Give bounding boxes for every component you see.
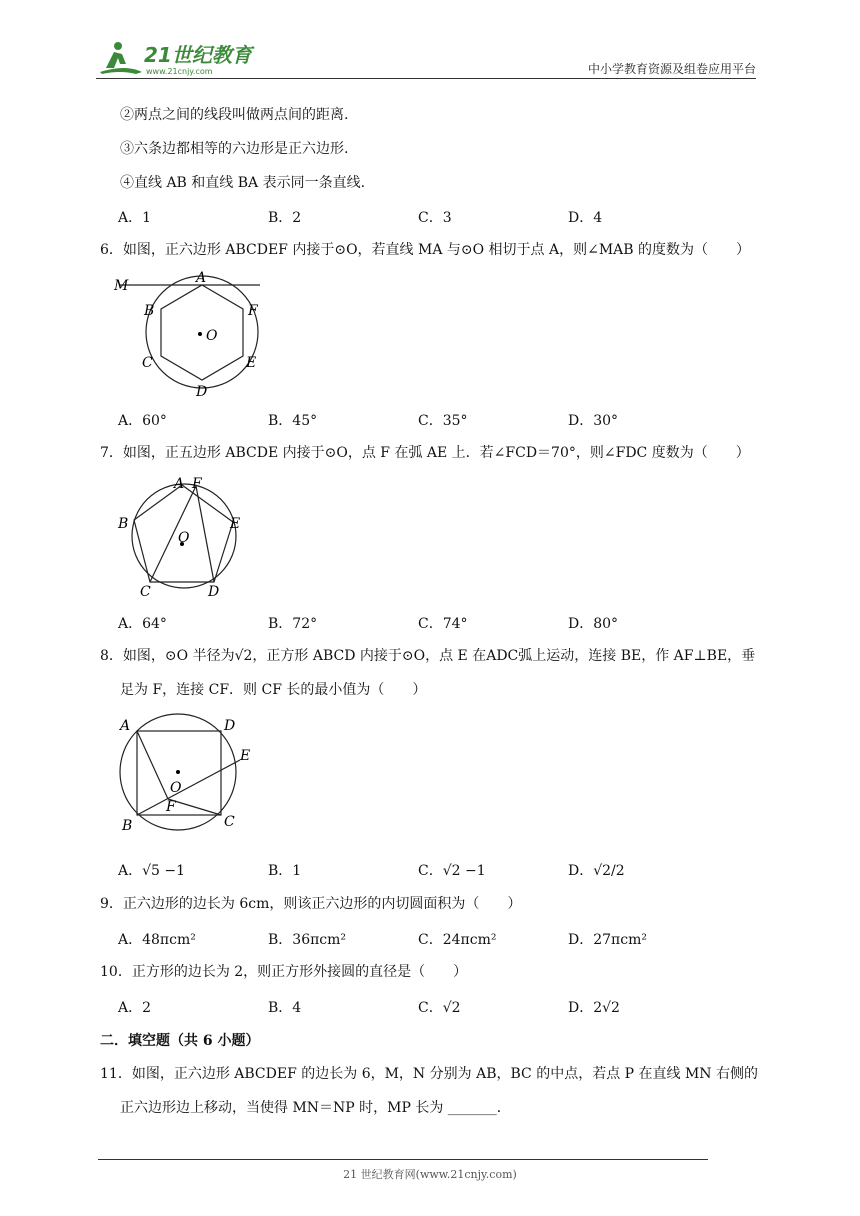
q7-options xyxy=(118,613,718,633)
q10-text: 10．正方形的边长为 2，则正方形外接圆的直径是（ ） xyxy=(100,964,468,980)
q6-label-e: E xyxy=(246,355,257,371)
q8-option-b[interactable]: B．1 xyxy=(268,863,302,879)
q9-option-b[interactable]: B．36πcm² xyxy=(268,932,347,948)
logo-text: 21世纪教育 xyxy=(144,43,252,67)
q5-option-b[interactable]: B．2 xyxy=(268,210,302,226)
q7-label-d: D xyxy=(208,584,220,600)
q7-figure xyxy=(112,472,252,602)
q7-segment-fd xyxy=(196,486,214,582)
q5-option-c[interactable]: C．3 xyxy=(418,210,452,226)
q7-option-b[interactable]: B．72° xyxy=(268,616,318,632)
q7-option-c[interactable]: C．74° xyxy=(418,616,468,632)
footer-text: 21 世纪教育网(www.21cnjy.com) xyxy=(343,1168,517,1181)
q7-label-e: E xyxy=(230,516,241,532)
q6-hexagon xyxy=(161,285,243,380)
q7-option-a[interactable]: A．64° xyxy=(118,616,167,632)
q6-label-c: C xyxy=(142,355,153,371)
q6-label-o: O xyxy=(206,328,218,344)
q7-label-c: C xyxy=(140,584,151,600)
q10-options xyxy=(118,997,718,1017)
q8-text-line1: 8．如图，⊙O 半径为√2，正方形 ABCD 内接于⊙O，点 E 在ADC弧上运动，连接 BE，作 AF⊥BE，垂 xyxy=(100,648,756,664)
q5-options xyxy=(118,207,718,227)
q6-option-a[interactable]: A．60° xyxy=(118,413,167,429)
q6-option-c[interactable]: C．35° xyxy=(418,413,468,429)
q10-option-d[interactable]: D．2√2 xyxy=(568,1000,620,1016)
q7-label-f: F xyxy=(192,476,202,492)
q8-option-d[interactable]: D．√2/2 xyxy=(568,863,625,879)
q7-text: 7．如图，正五边形 ABCDE 内接于⊙O，点 F 在弧 AE 上．若∠FCD＝70°，则∠FDC 度数为（ ） xyxy=(100,445,750,461)
q8-label-b: B xyxy=(122,818,133,834)
q8-label-c: C xyxy=(224,814,235,830)
q8-text-line2: 足为 F，连接 CF．则 CF 长的最小值为（ ） xyxy=(120,682,427,698)
q8-label-d: D xyxy=(224,718,236,734)
q8-label-f: F xyxy=(166,799,176,815)
q8-label-e: E xyxy=(240,748,251,764)
q6-figure xyxy=(110,266,270,402)
q6-circle xyxy=(146,276,258,388)
q7-option-d[interactable]: D．80° xyxy=(568,616,619,632)
logo-sub: www.21cnjy.com xyxy=(146,67,213,76)
q8-label-o: O xyxy=(170,780,182,796)
q6-options xyxy=(118,410,718,430)
q9-option-a[interactable]: A．48πcm² xyxy=(118,932,196,948)
section-heading-fill-blank: 二．填空题（共 6 小题） xyxy=(100,1033,260,1049)
q9-option-d[interactable]: D．27πcm² xyxy=(568,932,647,948)
q6-center-dot xyxy=(198,332,202,336)
header-divider xyxy=(96,78,756,79)
q10-option-b[interactable]: B．4 xyxy=(268,1000,302,1016)
q5-option-a[interactable]: A．1 xyxy=(118,210,152,226)
q5-statement-4: ④直线 AB 和直线 BA 表示同一条直线. xyxy=(120,175,366,191)
q9-option-c[interactable]: C．24πcm² xyxy=(418,932,497,948)
q6-text: 6．如图，正六边形 ABCDEF 内接于⊙O，若直线 MA 与⊙O 相切于点 A，则∠MAB 的度数为（ ） xyxy=(100,242,751,258)
q8-options xyxy=(118,860,718,880)
footer-divider xyxy=(98,1159,708,1160)
q7-label-a: A xyxy=(174,476,185,492)
q8-segment-cf xyxy=(168,799,221,815)
q10-option-a[interactable]: A．2 xyxy=(118,1000,152,1016)
q8-figure xyxy=(112,708,262,838)
q11-text-line1: 11．如图，正六边形 ABCDEF 的边长为 6，M，N 分别为 AB，BC 的中点，若点 P 在直线 MN 右侧的 xyxy=(100,1066,758,1082)
q7-label-b: B xyxy=(118,516,129,532)
q5-option-d[interactable]: D．4 xyxy=(568,210,603,226)
q6-label-f: F xyxy=(248,303,258,319)
q8-center-dot xyxy=(176,770,180,774)
q6-label-b: B xyxy=(144,303,155,319)
q6-label-m: M xyxy=(114,278,129,294)
q10-option-c[interactable]: C．√2 xyxy=(418,1000,461,1016)
q8-option-c[interactable]: C．√2 −1 xyxy=(418,863,486,879)
q5-statement-3: ③六条边都相等的六边形是正六边形. xyxy=(120,141,349,157)
q8-option-a[interactable]: A．√5 −1 xyxy=(118,863,186,879)
q9-options xyxy=(118,929,718,949)
q5-statement-2: ②两点之间的线段叫做两点间的距离. xyxy=(120,107,349,123)
q6-label-a: A xyxy=(196,270,207,286)
q8-segment-af xyxy=(137,731,168,799)
q7-label-o: O xyxy=(178,530,190,546)
q11-text-line2: 正六边形边上移动，当使得 MN＝NP 时，MP 长为 _______． xyxy=(120,1100,511,1116)
q6-option-d[interactable]: D．30° xyxy=(568,413,619,429)
q9-text: 9．正六边形的边长为 6cm，则该正六边形的内切圆面积为（ ） xyxy=(100,896,522,912)
q6-option-b[interactable]: B．45° xyxy=(268,413,318,429)
header-platform-name: 中小学教育资源及组卷应用平台 xyxy=(587,62,756,76)
q8-label-a: A xyxy=(120,718,131,734)
site-logo xyxy=(96,38,256,78)
q6-label-d: D xyxy=(196,384,208,400)
